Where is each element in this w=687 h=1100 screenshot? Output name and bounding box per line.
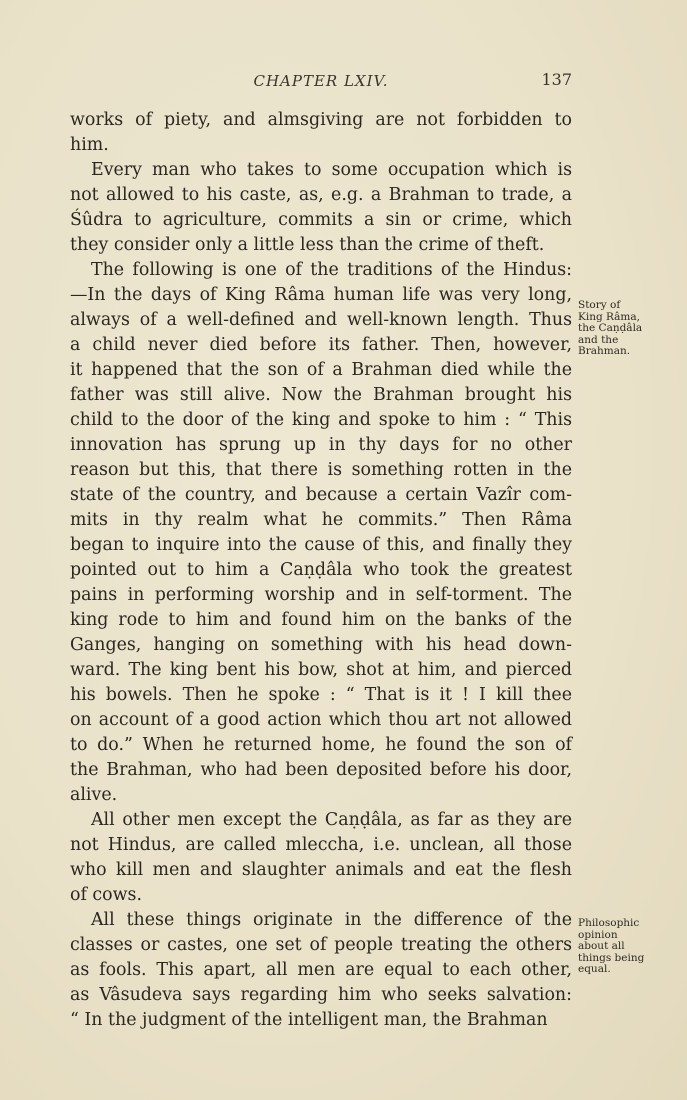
text-line: classes or castes, one set of people treating the others: [70, 935, 572, 955]
text-line: as Vâsudeva says regarding him who seeks salvation:: [70, 985, 572, 1005]
margin-note-line: Brahman.: [578, 345, 631, 357]
text-line: Every man who takes to some occupation which is: [91, 160, 572, 180]
text-line: his bowels. Then he spoke : “ That is it ! I kill thee: [70, 685, 572, 705]
margin-note-line: King Râma,: [578, 310, 640, 323]
margin-note-line: about all: [578, 940, 625, 952]
page-number: 137: [541, 70, 572, 89]
margin-note-line: and the: [578, 333, 619, 346]
text-line: to do.” When he returned home, he found the son of: [70, 735, 572, 755]
text-line: mits in thy realm what he commits.” Then Râma: [70, 510, 572, 530]
text-line: always of a well-defined and well-known length. Thus: [70, 310, 572, 330]
text-line: him.: [70, 135, 109, 155]
text-line: of cows.: [70, 885, 142, 905]
margin-note-line: the Caṇḍâla: [578, 322, 643, 334]
text-line: pains in performing worship and in self-torment. The: [70, 585, 572, 605]
margin-note-philosophic: [578, 918, 678, 976]
text-line: the Brahman, who had been deposited before his door,: [70, 760, 572, 780]
paragraph: [70, 158, 572, 258]
text-line: began to inquire into the cause of this, and finally they: [70, 535, 572, 555]
text-line: alive.: [70, 785, 118, 805]
text-line: not allowed to his caste, as, e.g. a Brahman to trade, a: [70, 185, 572, 205]
text-line: king rode to him and found him on the banks of the: [70, 610, 572, 630]
text-line: Ganges, hanging on something with his head down-: [70, 635, 572, 655]
text-line: ward. The king bent his bow, shot at him, and pierced: [70, 660, 572, 680]
text-line: on account of a good action which thou art not allowed: [70, 710, 572, 730]
paragraph: [70, 108, 572, 158]
text-line: they consider only a little less than the crime of theft.: [70, 235, 545, 255]
text-line: works of piety, and almsgiving are not forbidden to: [70, 110, 572, 130]
text-line: All these things originate in the difference of the: [91, 910, 572, 930]
text-line: pointed out to him a Caṇḍâla who took the greatest: [70, 560, 572, 580]
text-line: “ In the judgment of the intelligent man, the Brahman: [70, 1010, 548, 1030]
margin-note-line: equal.: [578, 963, 611, 975]
running-header: [70, 72, 572, 96]
text-line: state of the country, and because a certain Vazîr com-: [70, 485, 572, 505]
text-line: a child never died before its father. Then, however,: [70, 335, 572, 355]
paragraph: [70, 908, 572, 1033]
text-line: it happened that the son of a Brahman died while the: [70, 360, 572, 380]
text-line: who kill men and slaughter animals and eat the flesh: [70, 860, 572, 880]
margin-note-line: things being: [578, 951, 645, 964]
text-line: innovation has sprung up in thy days for no other: [70, 435, 572, 455]
text-line: not Hindus, are called mleccha, i.e. unclean, all those: [70, 835, 572, 855]
margin-note-story: [578, 300, 678, 358]
text-line: All other men except the Caṇḍâla, as far as they are: [91, 810, 572, 830]
text-line: father was still alive. Now the Brahman brought his: [70, 385, 572, 405]
margin-note-line: Story of: [578, 299, 621, 311]
body-text: [70, 108, 572, 1033]
text-line: reason but this, that there is something rotten in the: [70, 460, 572, 480]
text-line: as fools. This apart, all men are equal to each other,: [70, 960, 572, 980]
paragraph: [70, 258, 572, 808]
text-line: Śûdra to agriculture, commits a sin or crime, which: [70, 210, 572, 230]
text-line: —In the days of King Râma human life was very long,: [70, 285, 572, 305]
text-line: The following is one of the traditions of the Hindus:: [91, 260, 572, 280]
margin-note-line: Philosophic: [578, 917, 640, 929]
chapter-title: CHAPTER LXIV.: [253, 72, 389, 90]
margin-note-line: opinion: [578, 928, 618, 941]
text-line: child to the door of the king and spoke to him : “ This: [70, 410, 572, 430]
paragraph: [70, 808, 572, 908]
